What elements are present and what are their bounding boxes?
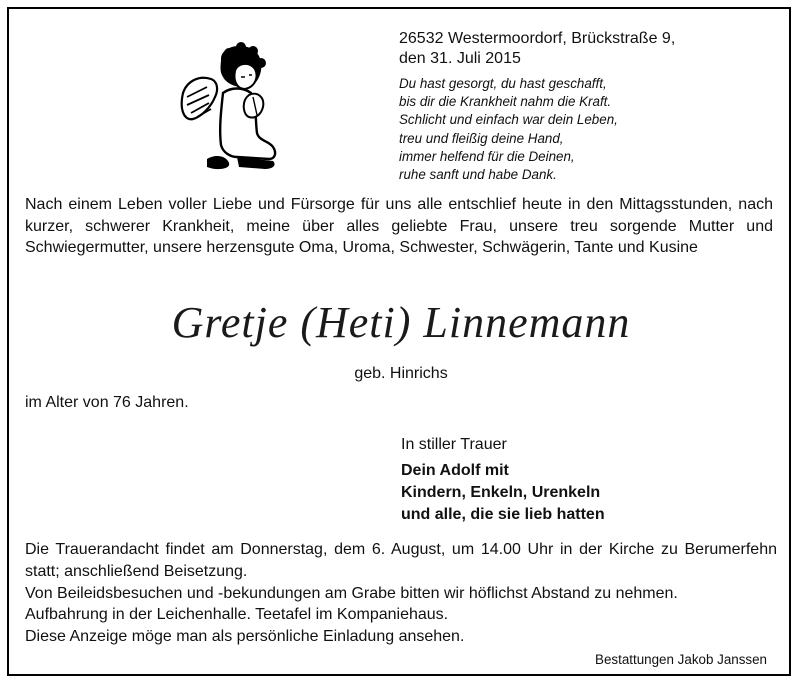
condolence-notice: Von Beileidsbesuchen und -bekundungen am Grabe bitten wir höflichst Abstand zu nehmen. [25, 584, 678, 602]
praying-angel-icon [177, 41, 283, 173]
mourners-intro: In stiller Trauer [401, 436, 507, 453]
invitation-notice: Diese Anzeige möge man als persönliche Einladung ansehen. [25, 628, 465, 646]
place-and-date [399, 29, 675, 69]
mourner-line: Kindern, Enkeln, Urenkeln [401, 484, 601, 501]
service-notice: Die Trauerandacht findet am Donnerstag, dem 6. August, um 14.00 Uhr in der Kirche zu Berumerfehn statt; anschließend Beisetzung. [25, 541, 777, 580]
poem-line: treu und fleißig deine Hand, [399, 130, 564, 146]
birth-name: geb. Hinrichs [354, 365, 448, 382]
announcement-paragraph: Nach einem Leben voller Liebe und Fürsorge für uns alle entschlief heute in den Mittagsstunden, nach kurzer, schwerer Krankheit, meine über alles geliebte Frau, unsere treu sorgende Mutter und Schwiegermutter, unsere herzensgute Oma, Uroma, Schwester, Schwägerin, Tante und Kusine [25, 196, 773, 256]
address: 26532 Westermoordorf, Brückstraße 9, [399, 30, 676, 47]
date: den 31. Juli 2015 [399, 50, 521, 67]
mourners-block [401, 434, 605, 526]
age-line: im Alter von 76 Jahren. [25, 394, 189, 411]
poem [399, 75, 618, 184]
poem-line: bis dir die Krankheit nahm die Kraft. [399, 94, 612, 110]
mourner-line: Dein Adolf mit [401, 462, 509, 479]
mourner-line: und alle, die sie lieb hatten [401, 506, 605, 523]
undertaker: Bestattungen Jakob Janssen [595, 652, 767, 667]
poem-line: ruhe sanft und habe Dank. [399, 167, 557, 183]
viewing-notice: Aufbahrung in der Leichenhalle. Teetafel im Kompaniehaus. [25, 606, 449, 624]
deceased-name: Gretje (Heti) Linnemann [171, 298, 631, 347]
obituary-notice [7, 7, 791, 676]
notices [25, 539, 777, 648]
poem-line: Du hast gesorgt, du hast geschafft, [399, 76, 607, 91]
poem-line: Schlicht und einfach war dein Leben, [399, 112, 618, 128]
poem-line: immer helfend für die Deinen, [399, 148, 575, 164]
